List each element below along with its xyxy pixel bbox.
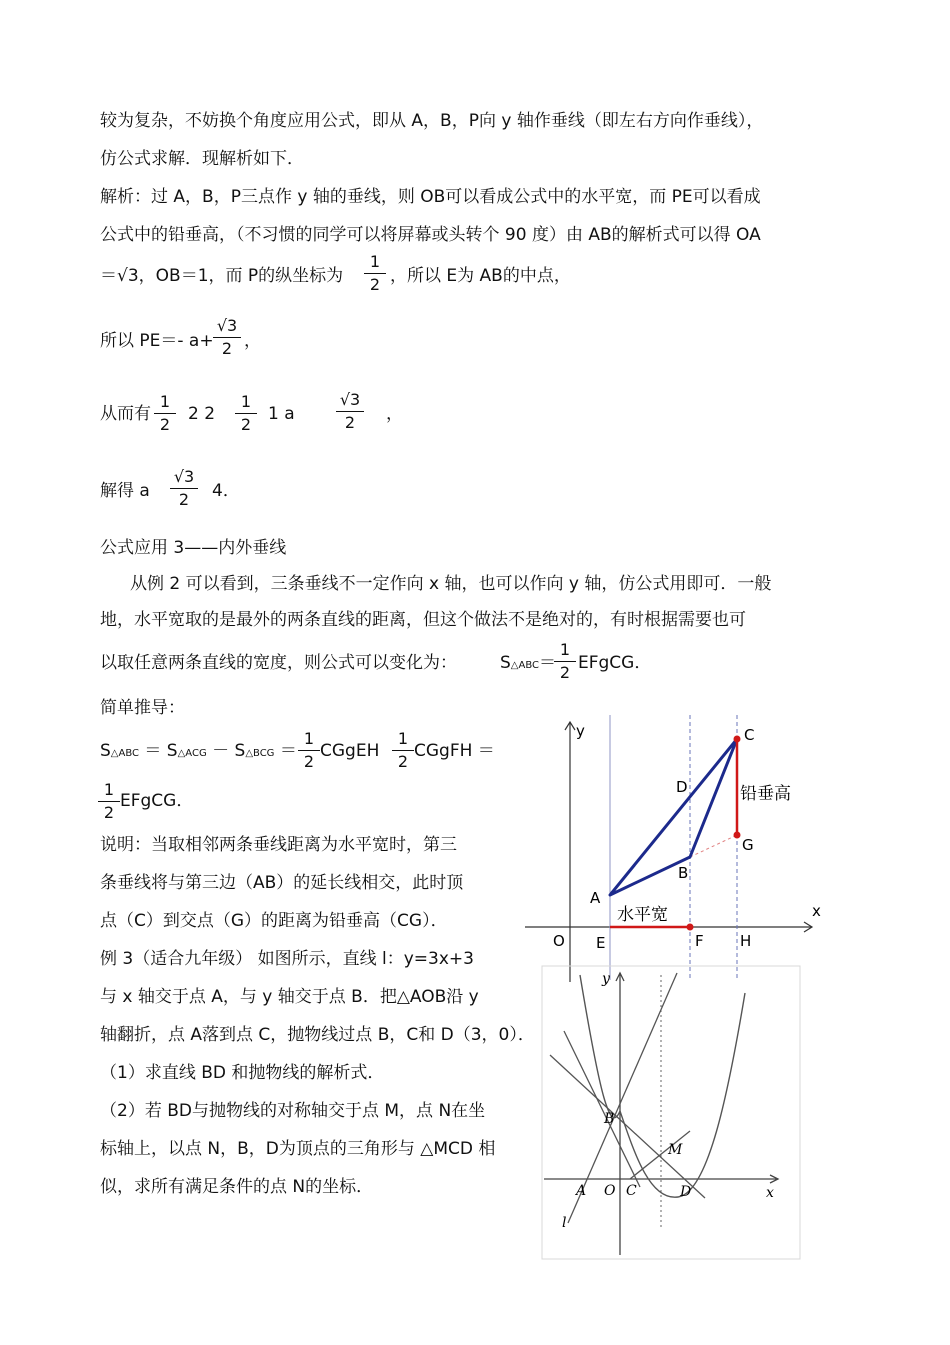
fraction-half: 1 2 (98, 780, 120, 823)
paragraph-line-3b: EFgCG． (578, 653, 652, 673)
label-d: D (676, 778, 688, 796)
triangle-abc (610, 739, 737, 895)
derivation-eq-1-end: CGgFH ＝ (414, 741, 495, 761)
example-line-3: 轴翻折，点 A落到点 C，抛物线过点 B，C和 D（3，0）． (100, 1025, 535, 1045)
derivation-eq-1: S△ABC ＝ S△ACG － S△BCG ＝ (100, 741, 297, 761)
label-x: x (766, 1185, 774, 1201)
derivation-title: 简单推导： (100, 698, 185, 718)
fraction-half: 1 2 (154, 392, 176, 435)
example-line-5: （2）若 BD与抛物线的对称轴交于点 M，点 N在坐 (100, 1101, 486, 1121)
fraction-root3-over-2: √3 2 (213, 316, 241, 359)
label-y: y (602, 971, 610, 987)
label-a: A (576, 1183, 587, 1199)
text-line-6b: ， (244, 331, 261, 351)
parabola-curve (580, 975, 745, 1197)
text-line-6a: 所以 PE＝- a+ (100, 331, 214, 351)
label-y: y (576, 722, 585, 740)
line-bd (550, 1055, 705, 1198)
point-c (734, 736, 741, 743)
text-line-7c: 1 a (268, 404, 295, 424)
label-o: O (553, 932, 565, 950)
text-line-2: 仿公式求解．现解析如下． (100, 149, 304, 169)
paragraph-line-3a: 以取任意两条直线的宽度，则公式可以变化为： (100, 653, 457, 673)
example-line-6: 标轴上，以点 N，B，D为顶点的三角形与 △MCD 相 (100, 1139, 496, 1159)
label-c: C (626, 1183, 637, 1199)
label-h: H (740, 932, 752, 950)
note-line-2: 条垂线将与第三边（AB）的延长线相交，此时顶 (100, 873, 464, 893)
fraction-half: 1 2 (235, 392, 257, 435)
text-line-7d: ， (386, 404, 403, 424)
label-x: x (812, 902, 821, 920)
label-o: O (604, 1183, 616, 1199)
fraction-half: 1 2 (392, 729, 414, 772)
derivation-eq-1-part: CGgEH (320, 741, 380, 761)
text-line-7b: 2 2 (188, 404, 216, 424)
label-b: B (604, 1111, 615, 1127)
example-line-2: 与 x 轴交于点 A，与 y 轴交于点 B．把△AOB沿 y (100, 987, 479, 1007)
paragraph-line-2: 地，水平宽取的是最外的两条直线的距离，但这个做法不是绝对的，有时根据需要也可 (100, 610, 746, 630)
line-bc (564, 1031, 640, 1187)
note-line-1: 说明：当取相邻两条垂线距离为水平宽时，第三 (100, 835, 457, 855)
label-b: B (678, 864, 689, 882)
figure-triangle-diagram (520, 710, 820, 985)
fraction-half: 1 2 (554, 640, 576, 683)
fraction-root3-over-2: √3 2 (336, 390, 364, 433)
label-g: G (742, 836, 754, 854)
graph-frame (542, 966, 800, 1259)
text-line-7a: 从而有 (100, 404, 151, 424)
label-width: 水平宽 (617, 905, 668, 925)
label-c: C (744, 726, 755, 744)
fraction-half: 1 2 (298, 729, 320, 772)
figure-parabola-graph (540, 965, 802, 1260)
label-m: M (668, 1142, 683, 1158)
paragraph-line-1: 从例 2 可以看到，三条垂线不一定作向 x 轴，也可以作向 y 轴，仿公式用即可．一般 (130, 574, 772, 594)
label-d: D (680, 1184, 692, 1200)
text-line-4: 公式中的铅垂高，（不习惯的同学可以将屏幕或头转个 90 度）由 AB的解析式可以得 OA (100, 225, 761, 245)
label-a: A (590, 889, 601, 907)
fraction-root3-over-2: √3 2 (170, 467, 198, 510)
label-height: 铅垂高 (740, 784, 791, 804)
label-l: l (562, 1215, 567, 1231)
point-f (687, 924, 694, 931)
text-line-8a: 解得 a (100, 481, 150, 501)
label-f: F (695, 932, 704, 950)
area-formula-s: S△ABC＝ (500, 653, 556, 673)
text-line-5b: ，所以 E为 AB的中点， (390, 266, 571, 286)
text-line-8b: 4． (212, 481, 240, 501)
text-line-5a: ＝√3，OB＝1，而 P的纵坐标为 (100, 266, 344, 286)
example-line-7: 似，求所有满足条件的点 N的坐标． (100, 1177, 374, 1197)
derivation-eq-2: EFgCG． (120, 791, 194, 811)
note-line-3: 点（C）到交点（G）的距离为铅垂高（CG）． (100, 911, 448, 931)
fraction-half: 1 2 (364, 252, 386, 295)
text-line-3: 解析：过 A，B，P三点作 y 轴的垂线，则 OB可以看成公式中的水平宽，而 PE可以看成 (100, 187, 761, 207)
point-g (734, 832, 741, 839)
section-heading: 公式应用 3——内外垂线 (100, 538, 287, 558)
example-line-4: （1）求直线 BD 和抛物线的解析式． (100, 1063, 385, 1083)
text-line-1: 较为复杂，不妨换个角度应用公式，即从 A，B，P向 y 轴作垂线（即左右方向作垂线）， (100, 111, 764, 131)
example-line-1: 例 3（适合九年级） 如图所示，直线 l：y=3x+3 (100, 949, 474, 969)
label-e: E (596, 934, 606, 952)
